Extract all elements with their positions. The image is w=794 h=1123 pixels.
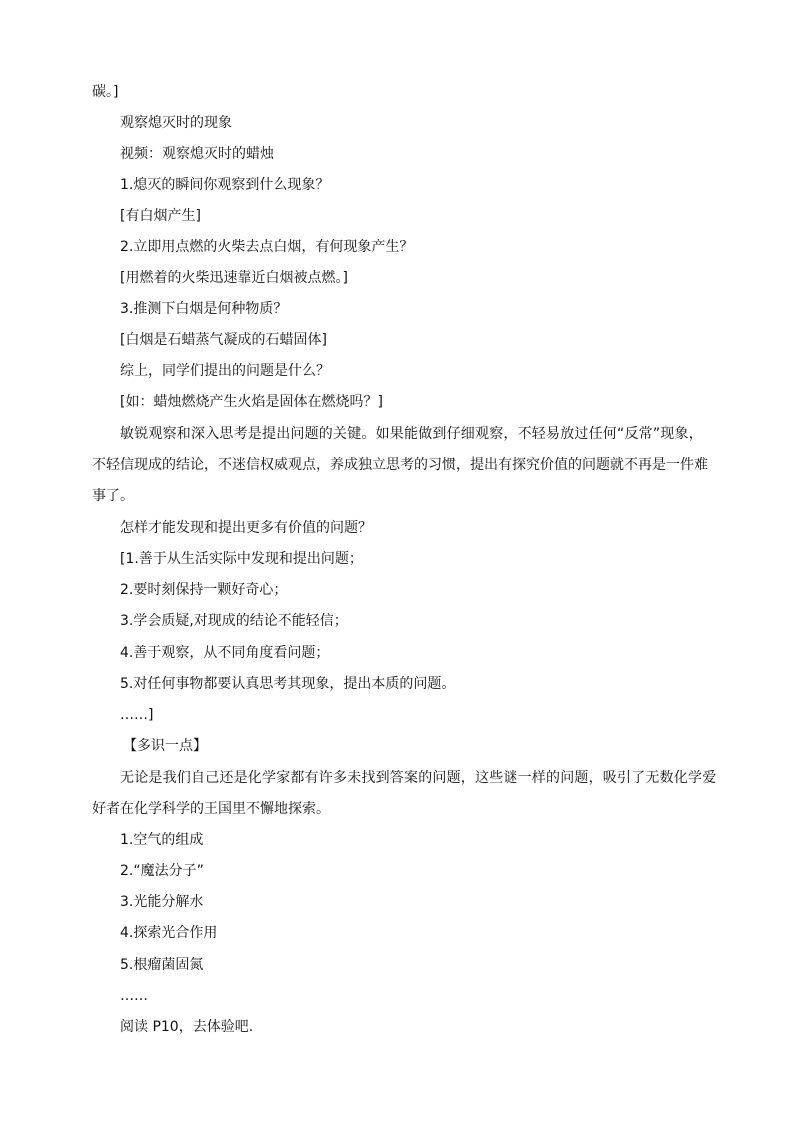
text-line: 1.熄灭的瞬间你观察到什么现象？ — [120, 177, 330, 193]
text-line: 4.善于观察，从不同角度看问题； — [120, 645, 330, 661]
text-line: 5.对任何事物都要认真思考其现象，提出本质的问题。 — [120, 676, 456, 692]
text-line: ……] — [120, 707, 154, 723]
text-line: 1.空气的组成 — [120, 832, 204, 848]
text-line: 碳。] — [92, 84, 119, 100]
text-line: 2.要时刻保持一颗好奇心； — [120, 582, 288, 598]
text-line: 事了。 — [92, 488, 134, 504]
text-line: …… — [120, 988, 148, 1004]
section-heading: 【多识一点】 — [123, 738, 207, 754]
text-line: 视频：观察熄灭时的蜡烛 — [120, 146, 274, 162]
text-line: 2.“魔法分子” — [120, 863, 204, 879]
text-line: 3.光能分解水 — [120, 894, 204, 910]
text-line: [如：蜡烛燃烧产生火焰是固体在燃烧吗？] — [120, 394, 383, 410]
text-line: [有白烟产生] — [120, 208, 201, 224]
text-line: 5.根瘤菌固氮 — [120, 957, 204, 973]
text-line: 无论是我们自己还是化学家都有许多未找到答案的问题，这些谜一样的问题，吸引了无数化学爱 — [120, 770, 717, 786]
text-line: 阅读 P10，去体验吧. — [120, 1019, 254, 1035]
text-line: 怎样才能发现和提出更多有价值的问题？ — [120, 520, 372, 536]
text-line: [1.善于从生活实际中发现和提出问题； — [120, 551, 363, 567]
text-line: 3.推测下白烟是何种物质？ — [120, 301, 288, 317]
text-line: 2.立即用点燃的火柴去点白烟，有何现象产生？ — [120, 239, 414, 255]
text-line: 不轻信现成的结论，不迷信权威观点，养成独立思考的习惯，提出有探究价值的问题就不再是一件难 — [92, 457, 708, 473]
text-line: 4.探索光合作用 — [120, 925, 218, 941]
text-line: 敏锐观察和深入思考是提出问题的关键。如果能做到仔细观察，不轻易放过任何“反常”现象， — [120, 426, 703, 442]
text-line: 综上，同学们提出的问题是什么？ — [120, 363, 330, 379]
text-line: 好者在化学科学的王国里不懈地探索。 — [92, 801, 330, 817]
text-line: 3.学会质疑,对现成的结论不能轻信； — [120, 613, 348, 629]
text-line: 观察熄灭时的现象 — [120, 115, 232, 131]
text-line: [用燃着的火柴迅速靠近白烟被点燃。] — [120, 270, 348, 286]
text-line: [白烟是石蜡蒸气凝成的石蜡固体] — [120, 332, 327, 348]
